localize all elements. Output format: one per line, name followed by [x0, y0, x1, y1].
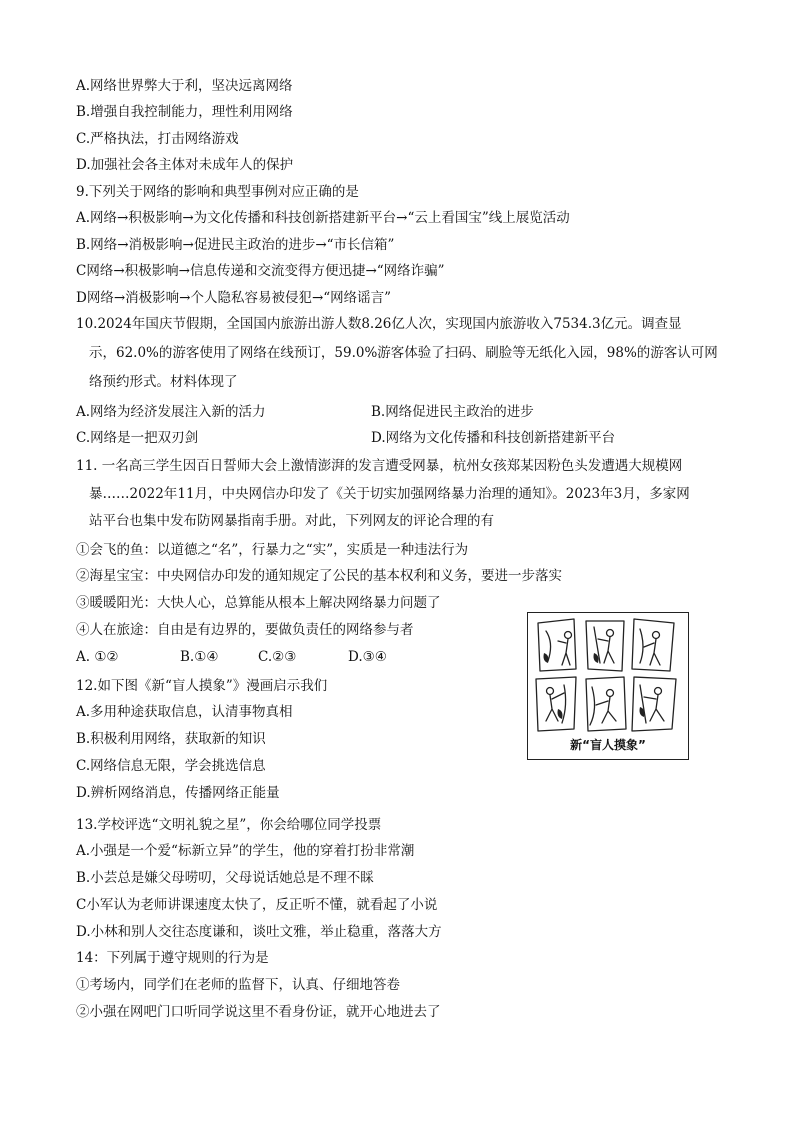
q11-item-3: ③暖暖阳光：大快人心，总算能从根本上解决网络暴力问题了	[76, 595, 441, 611]
q11-option-c: C.②③	[258, 649, 297, 665]
q12-stem: 12.如下图《新“盲人摸象”》漫画启示我们	[76, 678, 328, 694]
q13-option-c: C小军认为老师讲课速度太快了，反正听不懂，就看起了小说	[76, 897, 438, 913]
q9-option-a: A.网络→积极影响→为文化传播和科技创新搭建新平台→“云上看国宝”线上展览活动	[76, 210, 570, 226]
q9-stem: 9.下列关于网络的影响和典型事例对应正确的是	[76, 184, 359, 200]
q9-option-c: C网络→积极影响→信息传递和交流变得方便迅捷→“网络诈骗”	[76, 263, 445, 279]
cartoon-drawing	[528, 613, 687, 735]
q14-item-2: ②小强在网吧门口听同学说这里不看身份证，就开心地进去了	[76, 1004, 441, 1020]
q12-option-d: D.辨析网络消息，传播网络正能量	[76, 785, 280, 801]
q11-item-1: ①会飞的鱼：以道德之“名”，行暴力之“实”，实质是一种违法行为	[76, 542, 469, 558]
q10-stem-line-2: 示，62.0%的游客使用了网络在线预订，59.0%游客体验了扫码、刷脸等无纸化入园，98%的游客认可网	[89, 345, 718, 361]
q10-option-a: A.网络为经济发展注入新的活力	[76, 404, 266, 420]
q14-item-1: ①考场内，同学们在老师的监督下，认真、仔细地答卷	[76, 977, 400, 993]
q8-option-b: B.增强自我控制能力，理性利用网络	[76, 104, 293, 120]
q13-option-d: D.小林和别人交往态度谦和，谈吐文雅，举止稳重，落落大方	[76, 924, 442, 940]
q11-option-d: D.③④	[348, 649, 387, 665]
q9-option-d: D网络→消极影响→个人隐私容易被侵犯→“网络谣言”	[76, 290, 392, 306]
q9-option-b: B.网络→消极影响→促进民主政治的进步→“市长信箱”	[76, 237, 395, 253]
q10-stem-line-1: 10.2024年国庆节假期，全国国内旅游出游人数8.26亿人次，实现国内旅游收入7534.3亿元。调查显	[76, 316, 682, 332]
q13-option-b: B.小芸总是嫌父母唠叨，父母说话她总是不理不睬	[76, 870, 374, 886]
q10-option-d: D.网络为文化传播和科技创新搭建新平台	[371, 430, 616, 446]
q10-stem-line-3: 络预约形式。材料体现了	[89, 374, 238, 390]
q11-option-a: A. ①②	[76, 649, 119, 665]
q8-option-c: C.严格执法，打击网络游戏	[76, 131, 239, 147]
q8-option-d: D.加强社会各主体对未成年人的保护	[76, 157, 294, 173]
q11-stem-line-3: 站平台也集中发布防网暴指南手册。对此，下列网友的评论合理的有	[89, 513, 494, 529]
q11-stem-line-1: 11. 一名高三学生因百日誓师大会上激情澎湃的发言遭受网暴，杭州女孩郑某因粉色头发遭遇大规模网	[76, 458, 683, 474]
q13-option-a: A.小强是一个爱“标新立异”的学生，他的穿着打扮非常潮	[76, 843, 415, 859]
q10-option-b: B.网络促进民主政治的进步	[371, 404, 534, 420]
q11-item-4: ④人在旅途：自由是有边界的，要做负责任的网络参与者	[76, 622, 414, 638]
q11-option-b: B.①④	[180, 649, 219, 665]
q11-item-2: ②海星宝宝：中央网信办印发的通知规定了公民的基本权利和义务，要进一步落实	[76, 568, 562, 584]
q12-option-b: B.积极利用网络，获取新的知识	[76, 731, 266, 747]
q10-option-c: C.网络是一把双刃剑	[76, 430, 199, 446]
q11-stem-line-2: 暴……2022年11月，中央网信办印发了《关于切实加强网络暴力治理的通知》。2023年3月，多家网	[89, 486, 690, 502]
q12-option-c: C.网络信息无限，学会挑选信息	[76, 758, 266, 774]
q13-stem: 13.学校评选“文明礼貌之星”，你会给哪位同学投票	[76, 817, 382, 833]
q11-options	[76, 647, 387, 667]
cartoon-illustration	[527, 612, 689, 760]
q14-stem: 14：下列属于遵守规则的行为是	[76, 950, 269, 966]
q8-option-a: A.网络世界弊大于利，坚决远离网络	[76, 78, 293, 94]
q12-option-a: A.多用种途获取信息，认清事物真相	[76, 704, 293, 720]
cartoon-caption: 新“盲人摸象”	[570, 738, 646, 752]
